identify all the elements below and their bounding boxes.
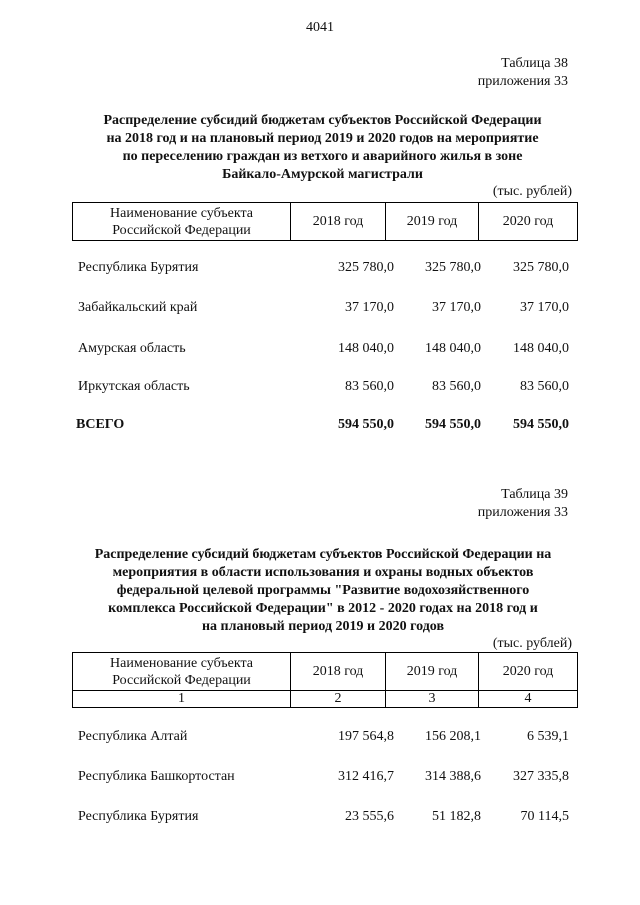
header-subject-line: Наименование субъекта	[110, 205, 253, 221]
title-line: мероприятия в области использования и охраны водных объектов	[112, 565, 534, 580]
table-row	[72, 260, 577, 280]
row-value-2019: 51 182,8	[432, 809, 481, 824]
title-line: на плановый период 2019 и 2020 годов	[201, 619, 445, 634]
total-value-2020: 594 550,0	[513, 417, 569, 432]
header-subject-line: Наименование субъекта	[110, 655, 253, 671]
table-row	[72, 379, 577, 399]
row-value-2018: 23 555,6	[345, 809, 394, 824]
row-value-2019: 314 388,6	[425, 769, 481, 784]
table-total-row	[72, 417, 577, 437]
header-2018: 2018 год	[291, 653, 386, 691]
row-value-2018: 148 040,0	[338, 341, 394, 356]
row-value-2019: 37 170,0	[432, 300, 481, 315]
row-value-2019: 156 208,1	[425, 729, 481, 744]
row-value-2018: 312 416,7	[338, 769, 394, 784]
row-subject: Республика Башкортостан	[78, 769, 235, 784]
title-line: Распределение субсидий бюджетам субъектов Российской Федерации на	[94, 547, 552, 562]
table-39-header	[72, 652, 578, 708]
table-39-units: (тыс. рублей)	[492, 636, 572, 651]
table-38-title	[60, 112, 585, 184]
table-caption-line: Таблица 39	[501, 487, 568, 502]
table-row	[72, 300, 577, 320]
column-number: 4	[479, 691, 578, 708]
title-line: Байкало-Амурской магистрали	[222, 167, 423, 182]
column-number: 2	[291, 691, 386, 708]
header-2020: 2020 год	[479, 653, 578, 691]
header-2019: 2019 год	[386, 203, 479, 241]
total-value-2018: 594 550,0	[338, 417, 394, 432]
header-subject-line: Российской Федерации	[112, 672, 251, 688]
row-value-2018: 197 564,8	[338, 729, 394, 744]
row-value-2018: 37 170,0	[345, 300, 394, 315]
row-value-2020: 327 335,8	[513, 769, 569, 784]
row-subject: Республика Алтай	[78, 729, 188, 744]
row-value-2020: 70 114,5	[520, 809, 569, 824]
table-caption-line: Таблица 38	[501, 56, 568, 71]
header-2019: 2019 год	[386, 653, 479, 691]
page-number: 4041	[306, 20, 334, 35]
title-line: Распределение субсидий бюджетам субъектов Российской Федерации	[103, 113, 542, 128]
title-line: на 2018 год и на плановый период 2019 и 2020 годов на мероприятие	[106, 131, 539, 146]
row-value-2020: 6 539,1	[527, 729, 569, 744]
row-value-2019: 148 040,0	[425, 341, 481, 356]
header-subject	[73, 653, 291, 691]
row-value-2019: 83 560,0	[432, 379, 481, 394]
row-value-2020: 83 560,0	[520, 379, 569, 394]
table-38-units: (тыс. рублей)	[492, 184, 572, 199]
row-value-2018: 83 560,0	[345, 379, 394, 394]
table-39-body	[72, 729, 577, 829]
table-caption-line: приложения 33	[477, 74, 568, 89]
title-line: комплекса Российской Федерации" в 2012 - 2020 годах на 2018 год и	[108, 601, 538, 616]
table-39-caption	[478, 486, 568, 522]
total-value-2019: 594 550,0	[425, 417, 481, 432]
header-subject	[73, 203, 291, 241]
column-number: 3	[386, 691, 479, 708]
table-39-title	[58, 546, 588, 636]
table-38-caption	[478, 55, 568, 91]
table-row	[72, 809, 577, 829]
row-subject: Амурская область	[78, 341, 186, 356]
row-value-2018: 325 780,0	[338, 260, 394, 275]
total-label: ВСЕГО	[76, 417, 125, 432]
row-value-2020: 148 040,0	[513, 341, 569, 356]
row-subject: Республика Бурятия	[78, 260, 199, 275]
header-subject-line: Российской Федерации	[112, 222, 251, 238]
row-subject: Республика Бурятия	[78, 809, 199, 824]
column-number: 1	[73, 691, 291, 708]
table-row	[72, 729, 577, 749]
table-caption-line: приложения 33	[477, 505, 568, 520]
row-value-2019: 325 780,0	[425, 260, 481, 275]
row-subject: Забайкальский край	[78, 300, 198, 315]
row-subject: Иркутская область	[78, 379, 190, 394]
header-2020: 2020 год	[479, 203, 578, 241]
row-value-2020: 37 170,0	[520, 300, 569, 315]
title-line: федеральной целевой программы "Развитие водохозяйственного	[116, 583, 530, 598]
table-38-header	[72, 202, 578, 241]
table-row	[72, 769, 577, 789]
table-row	[72, 341, 577, 361]
row-value-2020: 325 780,0	[513, 260, 569, 275]
title-line: по переселению граждан из ветхого и аварийного жилья в зоне	[122, 149, 523, 164]
table-38-body	[72, 260, 577, 437]
header-2018: 2018 год	[291, 203, 386, 241]
